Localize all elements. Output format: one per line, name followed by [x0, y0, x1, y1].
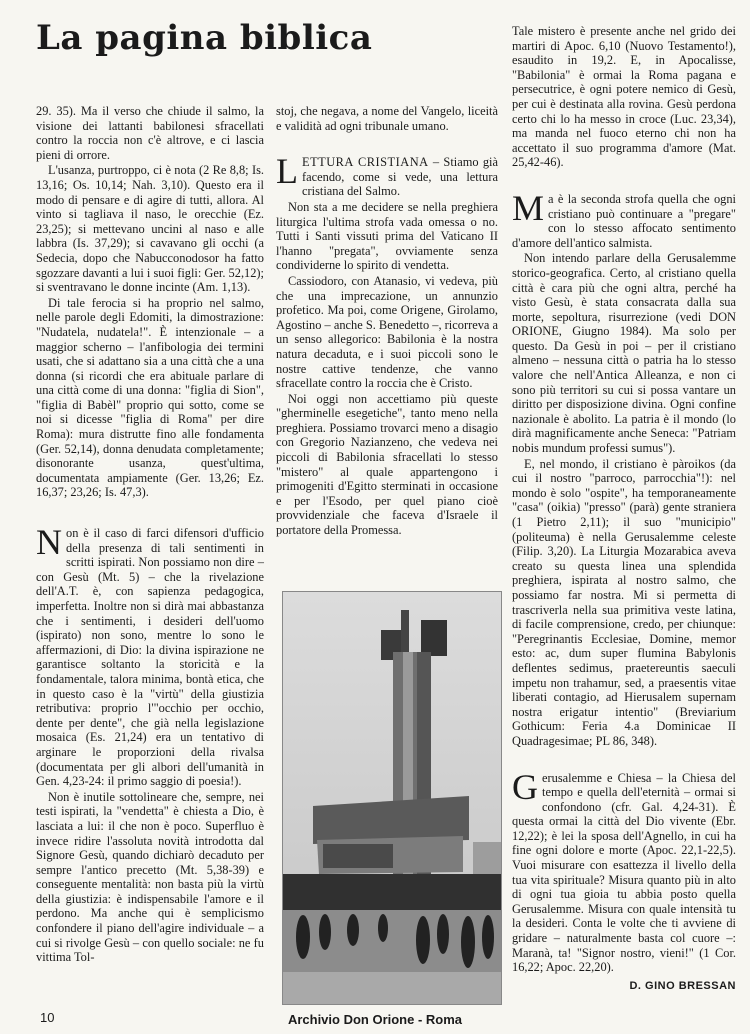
paragraph: L'usanza, purtroppo, ci è nota (2 Re 8,8; Is. 13,16; Os. 10,14; Nah. 3,10). Questo era il modo di pensare e di agire di tutti, allora. Al vinto si tagliava il naso, le orecchie (Ez. 23,25); si mettevano uncini al naso e alle labbra (Is. 37,29); si cavavano gli occhi (a Sedecia, dopo che Nabucconodosor ha fatto sgozzare davanti a lui i suoi figli: Ger. 52,12); si sventravano le donne incinte (Am. 1,13).	[36, 163, 264, 295]
section	[276, 151, 498, 199]
column-3	[512, 24, 736, 993]
archive-credit: Archivio Don Orione - Roma	[287, 1012, 463, 1027]
column-1	[36, 104, 264, 966]
author-byline: D. GINO BRESSAN	[629, 979, 736, 992]
section	[36, 522, 264, 789]
drop-cap: N	[36, 522, 62, 563]
page-number: 10	[40, 1010, 55, 1025]
drop-cap: G	[512, 766, 538, 807]
paragraph: Noi oggi non accettiamo più queste "gherminelle esegetiche", tanto meno nella preghiera. Possiamo trovarci meno a disagio con Gregorio Nazianzeno, che vedeva nei piccoli di Babilonia sfracellati lo stesso "mistero" al quale appartengono i primogeniti d'Egitto sterminati in occasione e per l'Esodo, per quel piano cioè provvidenziale che faceva d'Israele il portatore della Promessa.	[276, 391, 498, 538]
paragraph: Non intendo parlare della Gerusalemme storico-geografica. Certo, al cristiano quella città è cara più che ogni altra, perché ha visto Gesù, è stata consacrata dalla sua morte, sepoltura, risurrezione (vedi DON ORIONE, Giugno 1984). Ma solo per questo. Da Gesù in poi – per il cristiano almeno – nessuna città o patria ha lo stesso valore che nell'Antica Alleanza, e non ci sono più territori su cui si possa vantare un diritto per disposizione divina. Ogni confine nazionale è abolito. La patria è il mondo (lo dirà magnificamente anche Seneca: "Patriam nobis mundum professi sumus").	[512, 251, 736, 456]
paragraph-text: a è la seconda strofa quella che ogni cristiano può continuare a "pregare" con lo stesso affocato sentimento d'amore dell'antico salmista.	[512, 191, 736, 250]
paragraph: Cassiodoro, con Atanasio, vi vedeva, più che una imprecazione, un annunzio profetico. Ma poi, come Origene, Girolamo, Agostino – anche S. Benedetto –, ricorreva a un senso allegorico: Babilonia è la nostra natura decaduta, e i suoi piccoli sono le nostre cattive tendenze, che vanno sfracellate contro la roccia che è Cristo.	[276, 273, 498, 391]
section	[512, 187, 736, 250]
paragraph-text: erusalemme e Chiesa – la Chiesa del tempo e quella dell'eternità – ormai si confondono (cfr. Gal. 4,24-31). È questa ormai la città del Dio vivente (Ebr. 12,22); è lei la sposa dell'Agnello, in cui ha fine ogni dolore e morte (Apoc. 22,1-22,5). Vuoi misurare con esattezza il livello della tua vita spirituale? Misura quanto più in alto di ogni tua gioia tu abbia posto quella Gerusalemme. Misura con quale intensità tu la desideri. Conta le volte che ti avviene di gridare – naturalmente basta col cuore –: Maranà, ta! "Signor nostro, vieni!" (1 Cor. 16,22; Apoc. 22,20).	[512, 770, 736, 975]
photo-illustration	[283, 592, 501, 1004]
paragraph: 29. 35). Ma il verso che chiude il salmo, la visione dei lattanti babilonesi sfracellati contro la roccia non c'è altrove, e ci lascia pieni di orrore.	[36, 104, 264, 162]
section-heading: ETTURA CRISTIANA	[302, 155, 429, 170]
paragraph: Di tale ferocia si ha proprio nel salmo, nelle parole degli Edomiti, la dimostrazione: "Nudatela, nudatela!". È intenzionale – a maggior scherno – l'anfibologia dei termini usati, che si adattano sia a una città che a una donna (si ricordi che era abituale parlare di una città come di una donna: "figlia di Sion", "figlia di Babèl" proprio qui sotto, come se noi si dicesse "figlia di Roma" per dire Roma): mura distrutte fino alle fondamenta (Ger. 52,14), donna denudata completamente; disonorante usanza, quest'ultima, documentata ampiamente (Ger. 13,26; Ez. 16,37; 23,26; Is. 47,3).	[36, 295, 264, 500]
paragraph: Tale mistero è presente anche nel grido dei martiri di Apoc. 6,10 (Nuovo Testamento!), esaudito in 19,2. E, in Apocalisse, "Babilonia" è ormai la Roma pagana e persecutrice, è ogni potere nemico di Gesù, per cui è destinata alla rovina. Gesù perdona certo chi lo ha messo in croce (Luc. 23,34), ma manda nel fuoco eterno chi non ha accettato il suo programma d'amore (Mat. 25,42-46).	[512, 24, 736, 170]
paragraph: E, nel mondo, il cristiano è pàroikos (da cui il nostro "parroco, parrocchia"!): nel mondo è solo "ospite", ha temporaneamente "casa" (oikia) "presso" (parà) gente straniera (1 Pietro 2,11); il suo "municipio" (politeuma) è nella Gerusalemme celeste (Filip. 3,20). La Liturgia Mozarabica aveva creato su questa linea una splendida preghiera, ispirata al nostro salmo, che possiamo far nostra. Mi si permetta di trascriverla nella sua primitiva veste latina, di facile comprensione, credo, per chiunque: "Peregrinantis Ecclesiae, Domine, memor esto: ac, dum super flumina Babylonis deflentes sedimus, praetereuntis saeculi impetu non trahamur, sed, a praesentis vitae liberati contagio, ad Hierusalem supernam nostra erigatur intentio" (Breviarium Gothicum: Feria 4.a Dominicae II Quadragesimae; PL 86, 348).	[512, 456, 736, 748]
paragraph: stoj, che negava, a nome del Vangelo, liceità e validità ad ogni tribunale umano.	[276, 104, 498, 133]
column-2	[276, 104, 498, 539]
drop-cap: M	[512, 187, 545, 228]
paragraph: Non è inutile sottolineare che, sempre, nei testi ispirati, la "vendetta" è chiesta a Dio, è lasciata a lui: il che non è poco. Superfluo è invece ridire l'assoluta novità introdotta dal Signore Gesù, quando dichiarò decaduto per sempre l'antico precetto (Mt. 5,38-39) e conseguente mentalità: non basta più la virtù della giustizia: è indispensabile l'amore e il perdono. Ma anche qui è semplicismo confondere il piano dell'agire individuale – a cui si rivolge Gesù – con quello sociale: ne fu vittima Tol-	[36, 789, 264, 965]
drop-cap: L	[276, 151, 298, 192]
paragraph: Non sta a me decidere se nella preghiera liturgica l'ultima strofa vada omessa o no. Tutti i Santi vissuti prima del Vaticano II l'hanno "pregata", ovviamente senza condividerne lo spirito di vendetta.	[276, 199, 498, 273]
section	[512, 766, 736, 975]
church-tower-photo	[282, 591, 502, 1005]
paragraph-text: on è il caso di farci difensori d'ufficio della presenza di tali sentimenti in scritti ispirati. Non possiamo non dire – con Gesù (Mt. 5) – che la rivelazione dell'A.T. è, con sapienza pedagogica, imperfetta. Inoltre non si dirà mai abbastanza che i sentimenti, i desideri dell'uomo (ispirato) non sono, mentre lo sono le affermazioni, di Dio: la divina ispirazione ne garantisce soltanto la storicità e la fondamentale, talora minima, bontà etica, che in questo caso è la "virtù" della giustizia retributiva: proprio l'"occhio per occhio, dente per dente", che già nella legislazione mosaica (Es. 21,24) era un tentativo di arginare le proporzioni della rivalsa (documentata per gli albori dell'umanità in Gen. 4,23-24: il primo saggio di poesia!).	[36, 526, 264, 789]
page-title: La pagina biblica	[36, 18, 373, 58]
paragraph-text: – Stiamo già facendo, come si vede, una lettura cristiana del Salmo.	[302, 155, 498, 199]
